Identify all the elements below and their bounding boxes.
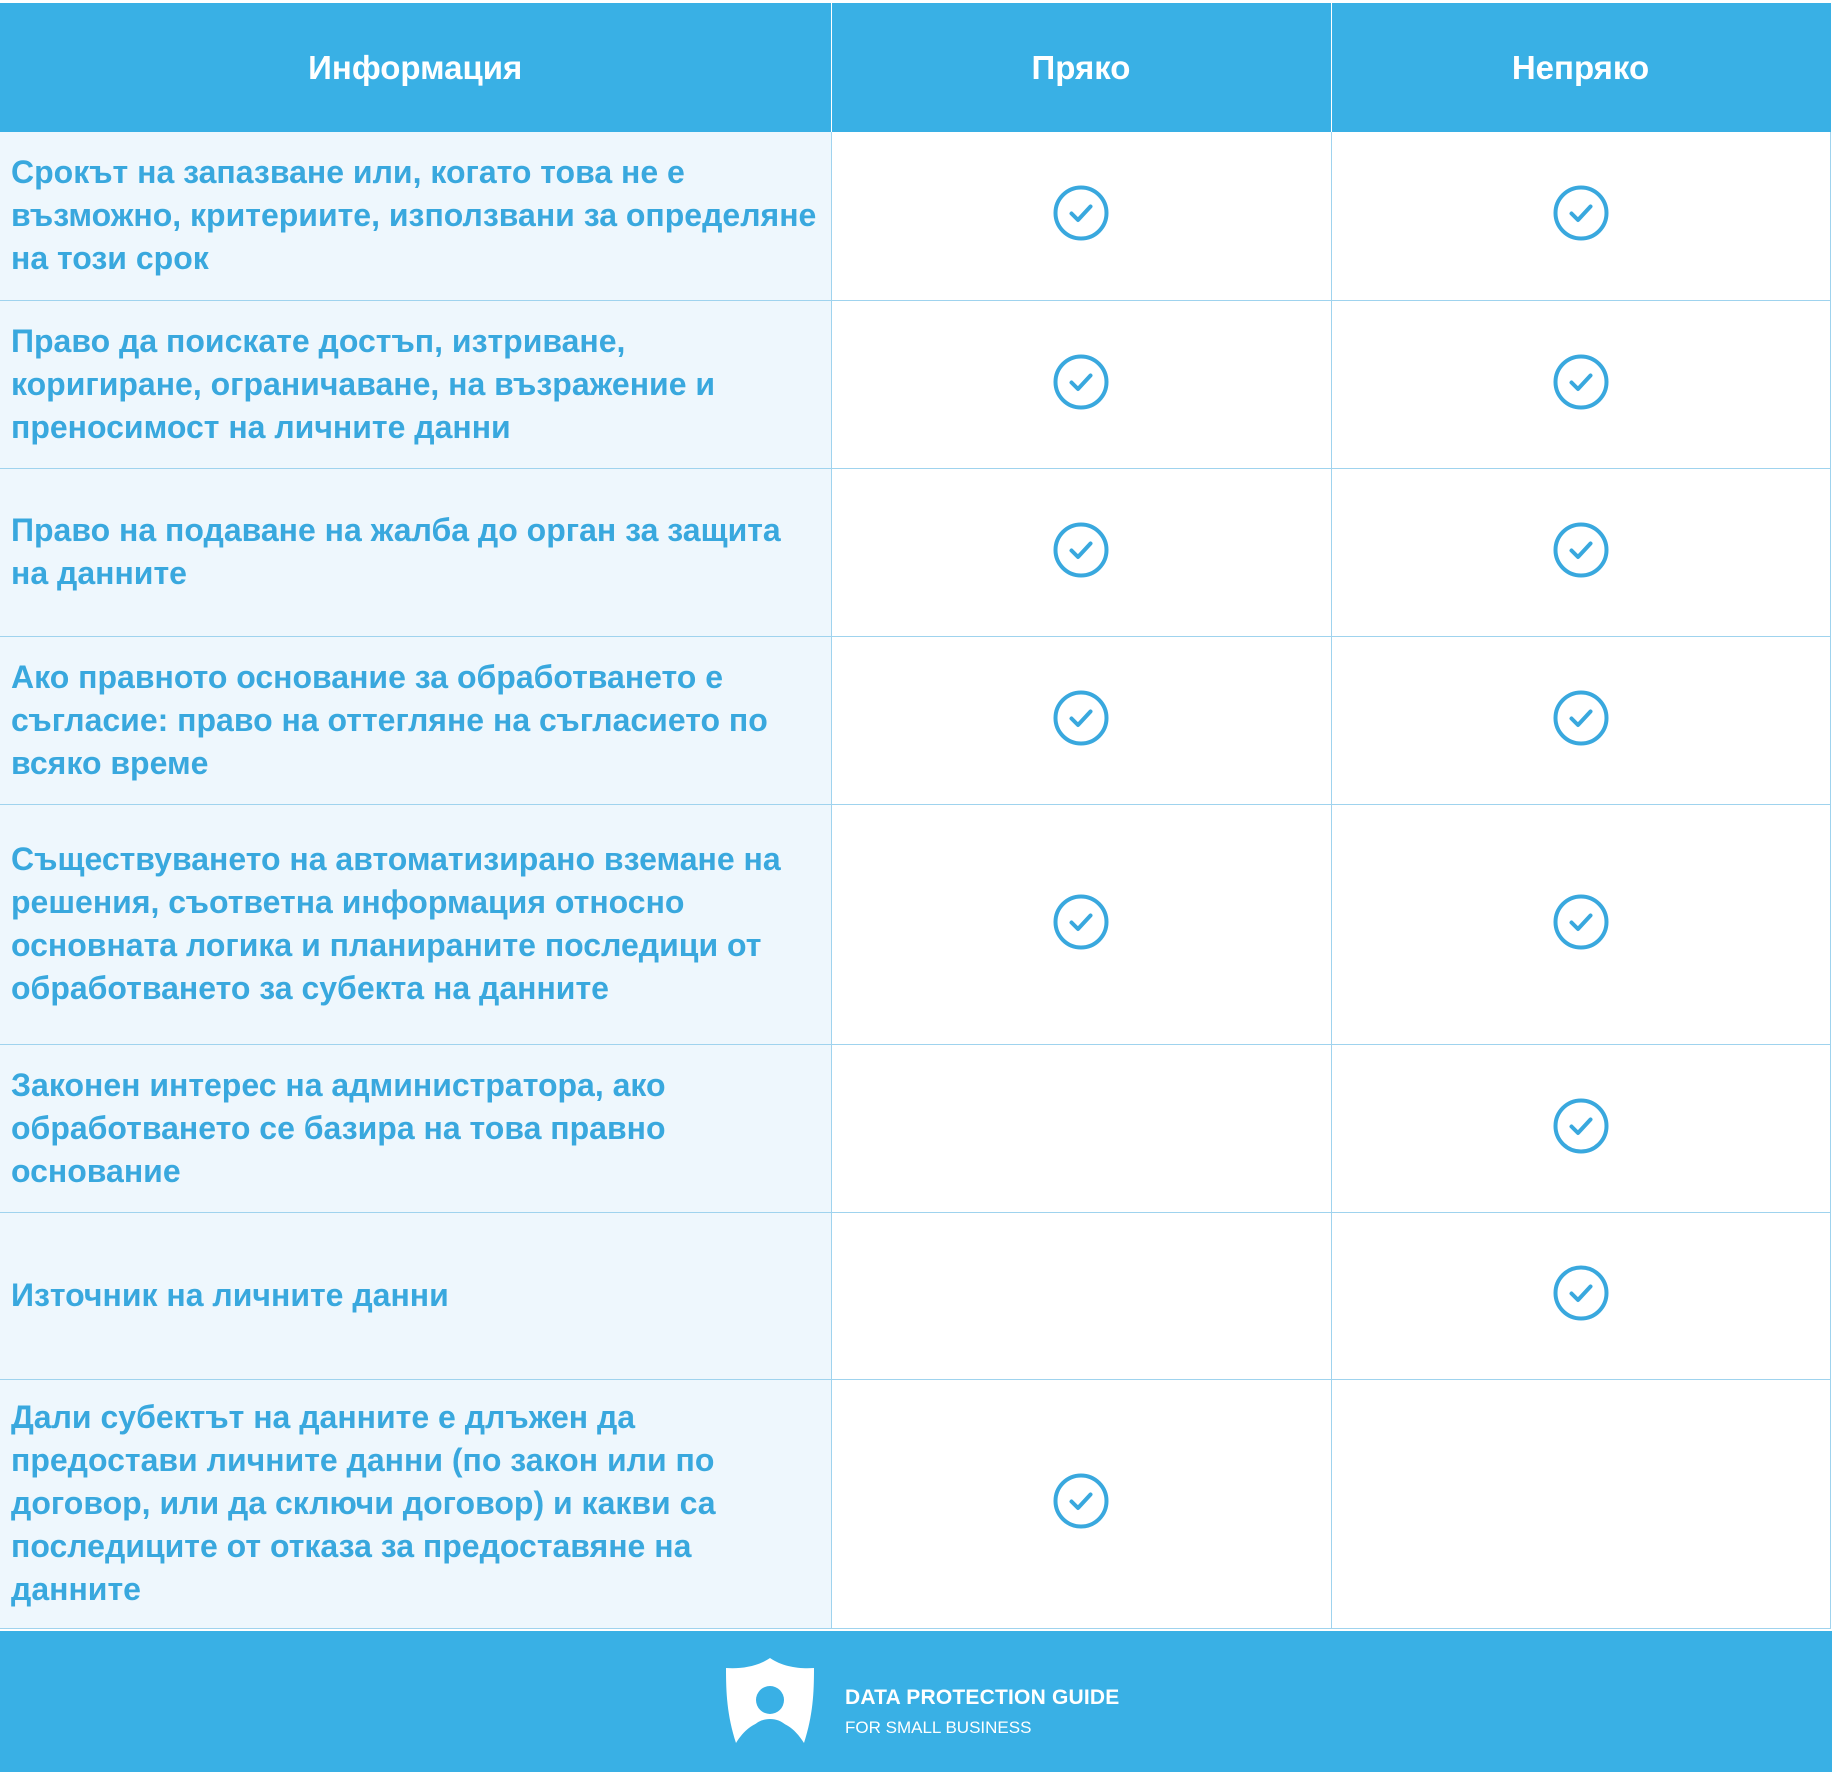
row-direct-cell: [831, 1379, 1331, 1628]
check-circle-icon: [1553, 894, 1609, 955]
row-direct-cell: [831, 1212, 1331, 1379]
row-info-text: Източник на личните данни: [0, 1212, 831, 1379]
check-circle-icon: [1053, 894, 1109, 955]
row-info-text: Съществуването на автоматизирано вземане на решения, съответна информация относно основната логика и планираните последици от обработването за субекта на данните: [0, 804, 831, 1044]
table-row: [0, 468, 1830, 636]
comparison-table: [0, 3, 1831, 1629]
check-circle-icon: [1053, 522, 1109, 583]
column-header-indirect: Непряко: [1331, 3, 1830, 132]
row-indirect-cell: [1331, 1044, 1830, 1212]
check-circle-icon: [1553, 1265, 1609, 1326]
check-circle-icon: [1553, 690, 1609, 751]
column-header-direct: Пряко: [831, 3, 1331, 132]
row-info-text: Право да поискате достъп, изтриване, коригиране, ограничаване, на възражение и преносимост на личните данни: [0, 300, 831, 468]
row-direct-cell: [831, 804, 1331, 1044]
check-circle-icon: [1053, 1473, 1109, 1534]
check-circle-icon: [1553, 522, 1609, 583]
table-row: [0, 1044, 1830, 1212]
table-row: [0, 300, 1830, 468]
brand-title: DATA PROTECTION GUIDE: [845, 1686, 1120, 1709]
table-row: [0, 1212, 1830, 1379]
row-info-text: Право на подаване на жалба до орган за защита на данните: [0, 468, 831, 636]
row-direct-cell: [831, 636, 1331, 804]
row-indirect-cell: [1331, 132, 1830, 300]
check-circle-icon: [1553, 185, 1609, 246]
row-direct-cell: [831, 132, 1331, 300]
brand-subtitle: FOR SMALL BUSINESS: [845, 1718, 1032, 1737]
check-circle-icon: [1053, 690, 1109, 751]
row-indirect-cell: [1331, 804, 1830, 1044]
row-indirect-cell: [1331, 636, 1830, 804]
row-info-text: Дали субектът на данните е длъжен да предостави личните данни (по закон или по договор, или да сключи договор) и какви са последиците от отказа за предоставяне на данните: [0, 1379, 831, 1628]
table-row: [0, 636, 1830, 804]
check-circle-icon: [1053, 185, 1109, 246]
row-info-text: Ако правното основание за обработването е съгласие: право на оттегляне на съгласието по всяко време: [0, 636, 831, 804]
row-direct-cell: [831, 300, 1331, 468]
check-circle-icon: [1553, 1098, 1609, 1159]
row-info-text: Срокът на запазване или, когато това не е възможно, критериите, използвани за определяне на този срок: [0, 132, 831, 300]
check-circle-icon: [1053, 354, 1109, 415]
footer-banner: [0, 1631, 1832, 1772]
brand-text: [845, 1686, 1119, 1738]
check-circle-icon: [1553, 354, 1609, 415]
shield-person-icon: [720, 1655, 820, 1745]
table-row: [0, 132, 1830, 300]
row-info-text: Законен интерес на администратора, ако обработването се базира на това правно основание: [0, 1044, 831, 1212]
column-header-info: Информация: [0, 3, 831, 132]
table-row: [0, 1379, 1830, 1628]
table-header-row: [0, 3, 1830, 132]
row-indirect-cell: [1331, 468, 1830, 636]
row-indirect-cell: [1331, 1212, 1830, 1379]
table-row: [0, 804, 1830, 1044]
table-body: [0, 132, 1830, 1628]
row-direct-cell: [831, 1044, 1331, 1212]
row-indirect-cell: [1331, 1379, 1830, 1628]
row-indirect-cell: [1331, 300, 1830, 468]
row-direct-cell: [831, 468, 1331, 636]
